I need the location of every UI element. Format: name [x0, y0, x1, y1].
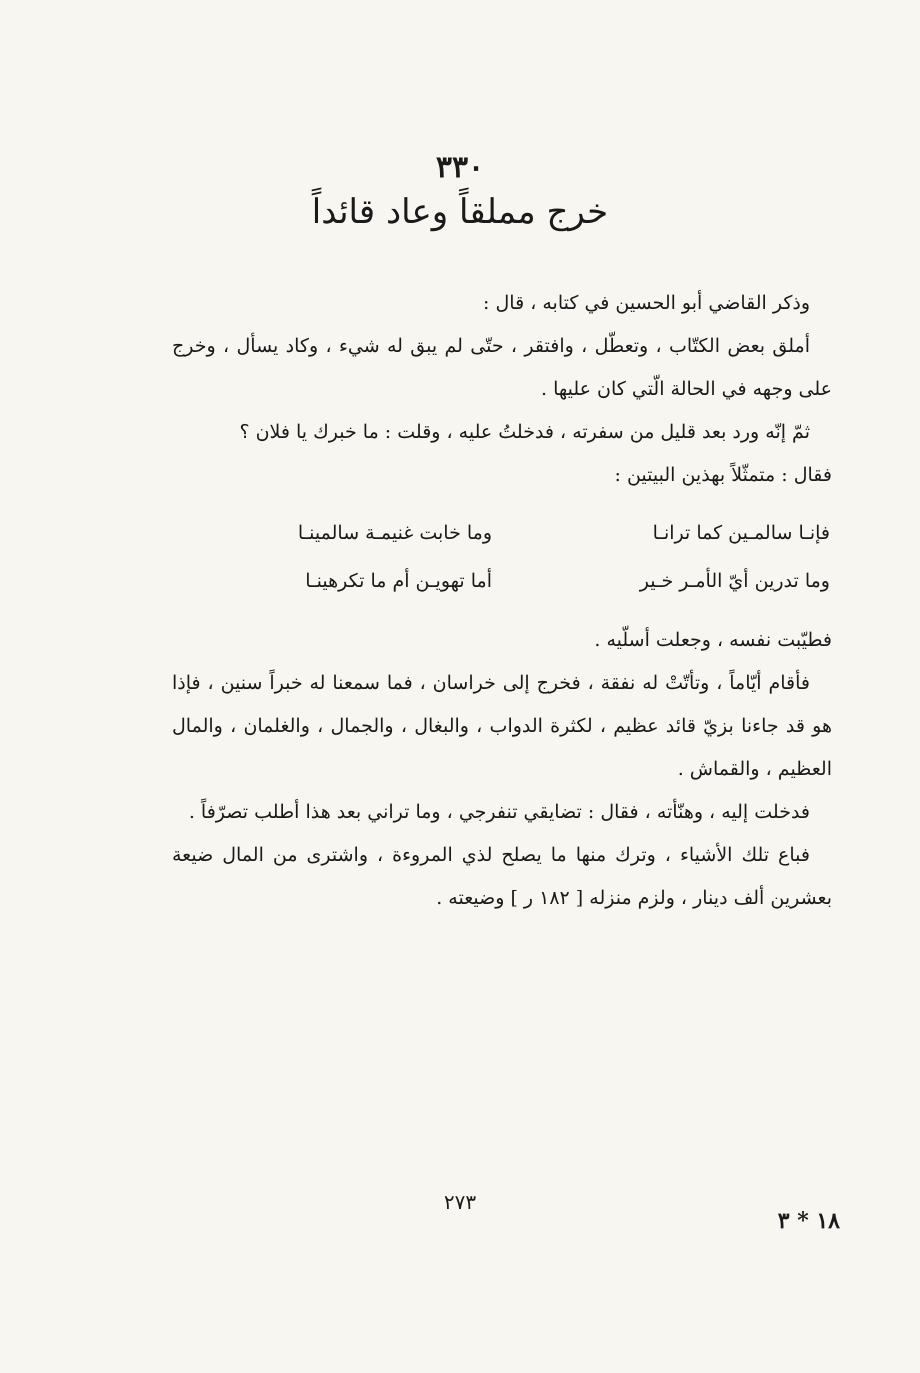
- paragraph: فقال : متمثّلاً بهذين البيتين :: [614, 464, 832, 486]
- story-number: ٣٣٠: [435, 150, 485, 185]
- story-body: [172, 282, 832, 920]
- paragraph: فدخلت إليه ، وهنّأته ، فقال : تضايقي تنفرجي ، وما تراني بعد هذا أطلب تصرّفاً .: [188, 801, 810, 823]
- paragraph: أملق بعض الكتّاب ، وتعطّل ، وافتقر ، حتّى لم يبق له شيء ، وكاد يسأل ، وخرج على وجهه في الحالة الّتي كان عليها .: [172, 335, 832, 400]
- paragraph: فطيّبت نفسه ، وجعلت أسلّيه .: [594, 629, 832, 651]
- poem-verses: [172, 509, 832, 605]
- paragraph-intro: وذكر القاضي أبو الحسين في كتابه ، قال :: [483, 292, 810, 314]
- verse-second-hemistich: أما تهويـن أم ما تكرهينـا: [305, 570, 492, 592]
- printer-signature: ١٨ * ٣: [777, 1208, 840, 1234]
- paragraph: فباع تلك الأشياء ، وترك منها ما يصلح لذي المروءة ، واشترى من المال ضيعة بعشرين ألف دينار ، ولزم منزله [ ١٨٢ ر ] وضيعته .: [172, 844, 832, 909]
- verse-second-hemistich: وما خابت غنيمـة سالمينـا: [297, 522, 492, 544]
- verse-line: [172, 557, 832, 605]
- verse-line: [172, 509, 832, 557]
- verse-first-hemistich: وما تدرين أيّ الأمـر خـير: [639, 570, 830, 592]
- story-title: خرج مملقاً وعاد قائداً: [311, 192, 609, 232]
- paragraph: ثمّ إنّه ورد بعد قليل من سفرته ، فدخلتُ عليه ، وقلت : ما خبرك يا فلان ؟: [239, 421, 810, 443]
- paragraph: فأقام أيّاماً ، وتأتّتْ له نفقة ، فخرج إلى خراسان ، فما سمعنا له خبراً سنين ، فإذا هو قد جاءنا بزيّ قائد عظيم ، لكثرة الدواب ، والبغال ، والجمال ، والغلمان ، والمال العظيم ، والقماش .: [172, 672, 832, 780]
- page-number: ٢٧٣: [443, 1190, 477, 1214]
- verse-first-hemistich: فإنـا سالمـين كما ترانـا: [652, 522, 830, 544]
